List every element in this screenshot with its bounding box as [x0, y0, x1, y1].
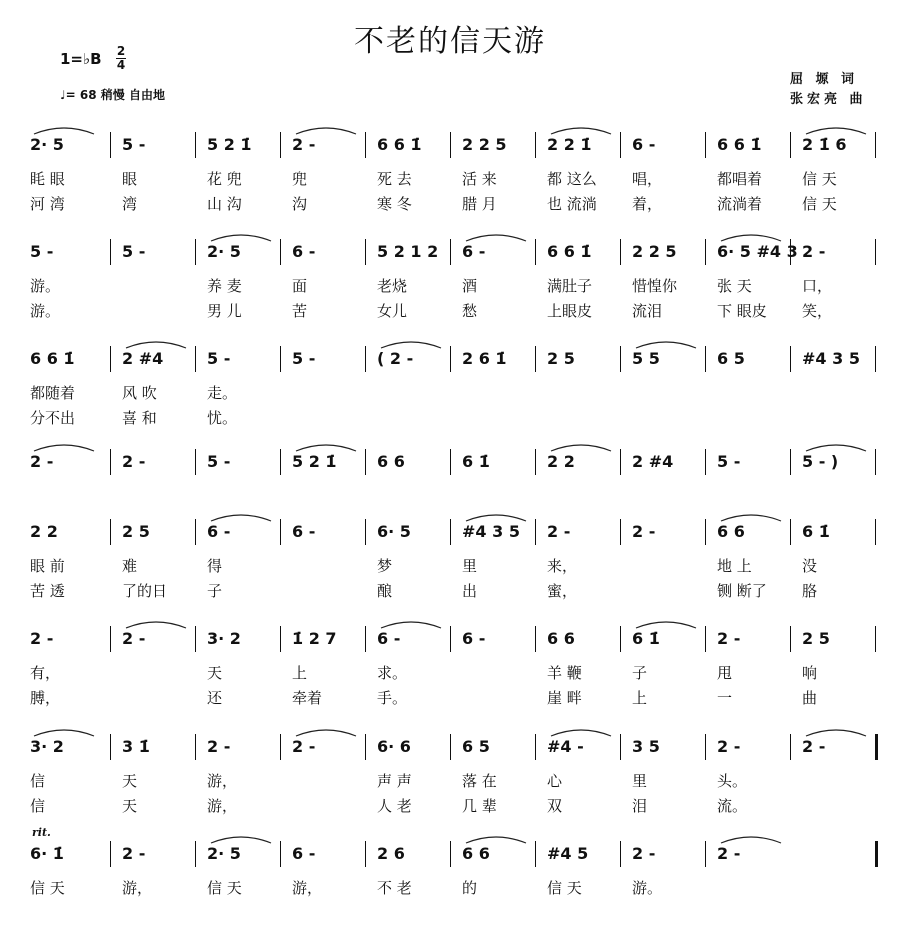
lyric-verse-2: 山 沟: [207, 195, 242, 213]
measure-notes: 2 6: [377, 844, 405, 863]
measure-notes: 2 2 1̇: [547, 135, 592, 154]
lyric-verse-2: 苦 透: [30, 582, 65, 600]
measure-notes: 5 - ): [802, 452, 839, 471]
lyric-verse-2: 流淌着: [717, 195, 763, 213]
slur: [381, 342, 441, 348]
lyricist-credit: 屈 塬 词: [790, 72, 859, 87]
measure-notes: 2 2: [30, 522, 58, 541]
lyric-verse-2: 寒 冬: [377, 195, 412, 213]
lyric-verse-2: 忧。: [207, 409, 238, 427]
lyric-verse-1: 酒: [462, 277, 478, 295]
slur: [466, 235, 526, 241]
measure-notes: 5 2 1̇: [207, 135, 252, 154]
slur: [296, 128, 356, 134]
lyric-verse-2: 也 流淌: [547, 195, 597, 213]
measure-notes: 6 -: [292, 242, 316, 261]
measure-notes: 6 6: [717, 522, 745, 541]
lyric-verse-1: 没: [802, 557, 818, 575]
measure-notes: 6 1̇: [462, 452, 490, 471]
lyric-verse-2: 泪: [632, 797, 648, 815]
measure-notes: 6 -: [462, 629, 486, 648]
measure-notes: 6· 5: [377, 522, 411, 541]
measure-notes: #4 5: [547, 844, 589, 863]
measure-notes: 6· 1̇: [30, 844, 64, 863]
lyric-verse-1: 老烧: [377, 277, 408, 295]
measure-notes: 1̇ 2 7: [292, 629, 337, 648]
measure-notes: 2 #4: [632, 452, 674, 471]
slur: [721, 837, 781, 843]
lyric-verse-2: 女儿: [377, 302, 408, 320]
lyric-verse-1: 难: [122, 557, 138, 575]
lyric-verse-2: 上眼皮: [547, 302, 593, 320]
lyric-verse-1: 养 麦: [207, 277, 242, 295]
slur: [551, 445, 611, 451]
lyric-verse-1: 有，: [30, 664, 61, 682]
lyric-verse-1: 声 声: [377, 772, 412, 790]
slur: [296, 445, 356, 451]
measure-notes: 5 -: [122, 135, 146, 154]
measure-notes: 3· 2: [207, 629, 241, 648]
measure-notes: 6 6 1̇: [377, 135, 422, 154]
slur: [806, 730, 866, 736]
lyric-verse-2: 几 辈: [462, 797, 497, 815]
lyric-verse-1: 甩: [717, 664, 733, 682]
measure-notes: 2 -: [632, 844, 656, 863]
lyric-verse-2: 下 眼皮: [717, 302, 767, 320]
lyric-verse-2: 膊，: [30, 689, 61, 707]
lyric-verse-1: 游。: [30, 277, 61, 295]
measure-notes: 2 -: [717, 844, 741, 863]
lyric-verse-2: 河 湾: [30, 195, 65, 213]
slur: [466, 837, 526, 843]
measure-notes: 2 -: [30, 452, 54, 471]
lyric-verse-1: 落 在: [462, 772, 497, 790]
measure-notes: 3 5: [632, 737, 660, 756]
lyric-verse-2: 崖 畔: [547, 689, 582, 707]
lyric-verse-1: 满肚子: [547, 277, 593, 295]
lyric-verse-2: 愁: [462, 302, 478, 320]
measure-notes: 5 -: [122, 242, 146, 261]
lyric-verse-2: 曲: [802, 689, 818, 707]
slur: [636, 342, 696, 348]
lyric-verse-1: 来，: [547, 557, 578, 575]
measure-notes: #4 3 5: [802, 349, 860, 368]
measure-notes: 2 -: [717, 737, 741, 756]
lyric-verse-1: 眼: [122, 170, 138, 188]
measure-notes: 2 -: [30, 629, 54, 648]
lyric-verse-1: 都随着: [30, 384, 76, 402]
measure-notes: 2 -: [122, 844, 146, 863]
lyric-verse-2: 信 天: [802, 195, 837, 213]
lyric-verse-1: 唱，: [632, 170, 663, 188]
lyric-verse-1: 心: [547, 772, 563, 790]
lyric-verse-2: 酿: [377, 582, 393, 600]
lyric-verse-2: 信: [30, 797, 46, 815]
lyric-verse-2: 天: [122, 797, 138, 815]
lyric-verse-1: 信 天: [207, 879, 242, 897]
measure-notes: 2 2 5: [632, 242, 677, 261]
measure-notes: 5 5: [632, 349, 660, 368]
slur: [296, 730, 356, 736]
lyric-verse-1: 求。: [377, 664, 408, 682]
measure-notes: 2· 5: [207, 844, 241, 863]
lyric-verse-2: 湾: [122, 195, 138, 213]
lyric-verse-2: 人 老: [377, 797, 412, 815]
lyric-verse-1: 里: [632, 772, 648, 790]
slur: [806, 445, 866, 451]
measure-notes: 2· 5: [30, 135, 64, 154]
measure-notes: 5 -: [207, 452, 231, 471]
lyric-verse-2: 手。: [377, 689, 408, 707]
slur: [34, 445, 94, 451]
slur: [721, 515, 781, 521]
lyric-verse-2: 喜 和: [122, 409, 157, 427]
lyric-verse-1: 走。: [207, 384, 238, 402]
measure-notes: 6 -: [632, 135, 656, 154]
measure-notes: #4 3 5: [462, 522, 520, 541]
lyric-verse-1: 口，: [802, 277, 833, 295]
measure-notes: 2 -: [802, 242, 826, 261]
measure-notes: 2 1̇ 6: [802, 135, 847, 154]
lyric-verse-1: 游，: [207, 772, 238, 790]
key-signature: 1=♭B: [60, 50, 102, 68]
slur: [721, 235, 781, 241]
measure-notes: 6 -: [207, 522, 231, 541]
lyric-verse-1: 游，: [292, 879, 323, 897]
lyric-verse-1: 风 吹: [122, 384, 157, 402]
lyric-verse-1: 兜: [292, 170, 308, 188]
lyric-verse-1: 面: [292, 277, 308, 295]
lyric-verse-1: 羊 鞭: [547, 664, 582, 682]
lyric-verse-2: 一: [717, 689, 733, 707]
measure-notes: 6 -: [292, 522, 316, 541]
lyric-verse-1: 信: [30, 772, 46, 790]
lyric-verse-1: 死 去: [377, 170, 412, 188]
lyric-verse-2: 子: [207, 582, 223, 600]
song-title: 不老的信天游: [354, 24, 546, 59]
measure-notes: 2 5: [802, 629, 830, 648]
measure-notes: 6 6: [462, 844, 490, 863]
lyric-verse-2: 牵着: [292, 689, 323, 707]
lyric-verse-2: 蜜，: [547, 582, 578, 600]
lyric-verse-1: 天: [207, 664, 223, 682]
slur: [636, 622, 696, 628]
time-signature-numerator: 2: [116, 44, 126, 58]
lyric-verse-1: 不 老: [377, 879, 412, 897]
measure-notes: 6· 5 #4 3: [717, 242, 798, 261]
lyric-verse-1: 的: [462, 879, 478, 897]
measure-notes: 6 -: [462, 242, 486, 261]
lyric-verse-2: 出: [462, 582, 478, 600]
lyric-verse-1: 地 上: [717, 557, 752, 575]
measure-notes: 2 -: [122, 452, 146, 471]
lyric-verse-1: 活 来: [462, 170, 497, 188]
measure-notes: 2 5: [547, 349, 575, 368]
measure-notes: 2 -: [292, 737, 316, 756]
measure-notes: 2 -: [547, 522, 571, 541]
lyric-verse-1: 信 天: [547, 879, 582, 897]
measure-notes: 3· 2: [30, 737, 64, 756]
lyric-verse-1: 眊 眼: [30, 170, 65, 188]
measure-notes: 2 2 5: [462, 135, 507, 154]
measure-notes: 6 6 1̇: [30, 349, 75, 368]
ritardando-marking: rit.: [32, 826, 51, 839]
lyric-verse-2: 游，: [207, 797, 238, 815]
measure-notes: 3 1̇: [122, 737, 150, 756]
lyric-verse-1: 都 这么: [547, 170, 597, 188]
lyric-verse-2: 胳: [802, 582, 818, 600]
lyric-verse-2: 笑，: [802, 302, 833, 320]
measure-notes: 5 -: [207, 349, 231, 368]
measure-notes: 5 -: [292, 349, 316, 368]
lyric-verse-2: 流。: [717, 797, 748, 815]
slur: [551, 128, 611, 134]
measure-notes: 6 -: [377, 629, 401, 648]
lyric-verse-2: 分不出: [30, 409, 76, 427]
lyric-verse-1: 里: [462, 557, 478, 575]
slur: [34, 128, 94, 134]
slur: [381, 622, 441, 628]
lyric-verse-1: 天: [122, 772, 138, 790]
lyric-verse-1: 都唱着: [717, 170, 763, 188]
tempo-marking: ♩= 68 稍慢 自由地: [60, 88, 165, 102]
lyric-verse-1: 信 天: [30, 879, 65, 897]
measure-notes: 2 -: [632, 522, 656, 541]
measure-notes: 6 6 1̇: [717, 135, 762, 154]
slur: [211, 837, 271, 843]
slur: [806, 128, 866, 134]
measure-notes: 2 6 1̇: [462, 349, 507, 368]
measure-notes: #4 -: [547, 737, 584, 756]
lyric-verse-1: 梦: [377, 557, 393, 575]
slur: [126, 342, 186, 348]
measure-notes: 2 -: [717, 629, 741, 648]
lyric-verse-2: 了的日: [122, 582, 168, 600]
slur: [466, 515, 526, 521]
lyric-verse-2: 着，: [632, 195, 663, 213]
measure-notes: 2 5: [122, 522, 150, 541]
lyric-verse-2: 流泪: [632, 302, 663, 320]
lyric-verse-1: 眼 前: [30, 557, 65, 575]
lyric-verse-2: 还: [207, 689, 223, 707]
lyric-verse-2: 铡 断了: [717, 582, 767, 600]
slur: [551, 730, 611, 736]
slur: [34, 730, 94, 736]
lyric-verse-1: 头。: [717, 772, 748, 790]
measure-notes: 2 #4: [122, 349, 164, 368]
measure-notes: ( 2 -: [377, 349, 414, 368]
lyric-verse-1: 游，: [122, 879, 153, 897]
slur: [126, 622, 186, 628]
measure-notes: 2 -: [802, 737, 826, 756]
lyric-verse-1: 上: [292, 664, 308, 682]
measure-notes: 6 6: [377, 452, 405, 471]
measure-notes: 5 -: [717, 452, 741, 471]
measure-notes: 6 6 1̇: [547, 242, 592, 261]
measure-notes: 2 2: [547, 452, 575, 471]
lyric-verse-1: 信 天: [802, 170, 837, 188]
measure-notes: 6· 6: [377, 737, 411, 756]
lyric-verse-2: 沟: [292, 195, 308, 213]
slur: [211, 515, 271, 521]
lyric-verse-1: 游。: [632, 879, 663, 897]
lyric-verse-2: 腊 月: [462, 195, 497, 213]
measure-notes: 6 6: [547, 629, 575, 648]
slur: [211, 235, 271, 241]
lyric-verse-1: 惜惶你: [632, 277, 678, 295]
lyric-verse-2: 游。: [30, 302, 61, 320]
measure-notes: 6 5: [462, 737, 490, 756]
composer-credit: 张宏亮 曲: [790, 92, 867, 107]
time-signature-denominator: 4: [116, 58, 126, 72]
lyric-verse-2: 男 儿: [207, 302, 242, 320]
measure-notes: 6 1̇: [632, 629, 660, 648]
measure-notes: 6 1̇: [802, 522, 830, 541]
lyric-verse-1: 得: [207, 557, 223, 575]
measure-notes: 2· 5: [207, 242, 241, 261]
measure-notes: 6 5: [717, 349, 745, 368]
measure-notes: 2 -: [292, 135, 316, 154]
measure-notes: 5 -: [30, 242, 54, 261]
lyric-verse-2: 苦: [292, 302, 308, 320]
measure-notes: 5 2 1̇: [292, 452, 337, 471]
measure-notes: 6 -: [292, 844, 316, 863]
measure-notes: 2 -: [122, 629, 146, 648]
lyric-verse-1: 子: [632, 664, 648, 682]
measure-notes: 5 2 1 2: [377, 242, 439, 261]
measure-notes: 2 -: [207, 737, 231, 756]
lyric-verse-1: 张 天: [717, 277, 752, 295]
lyric-verse-2: 双: [547, 797, 563, 815]
lyric-verse-1: 响: [802, 664, 818, 682]
lyric-verse-2: 上: [632, 689, 648, 707]
lyric-verse-1: 花 兜: [207, 170, 242, 188]
